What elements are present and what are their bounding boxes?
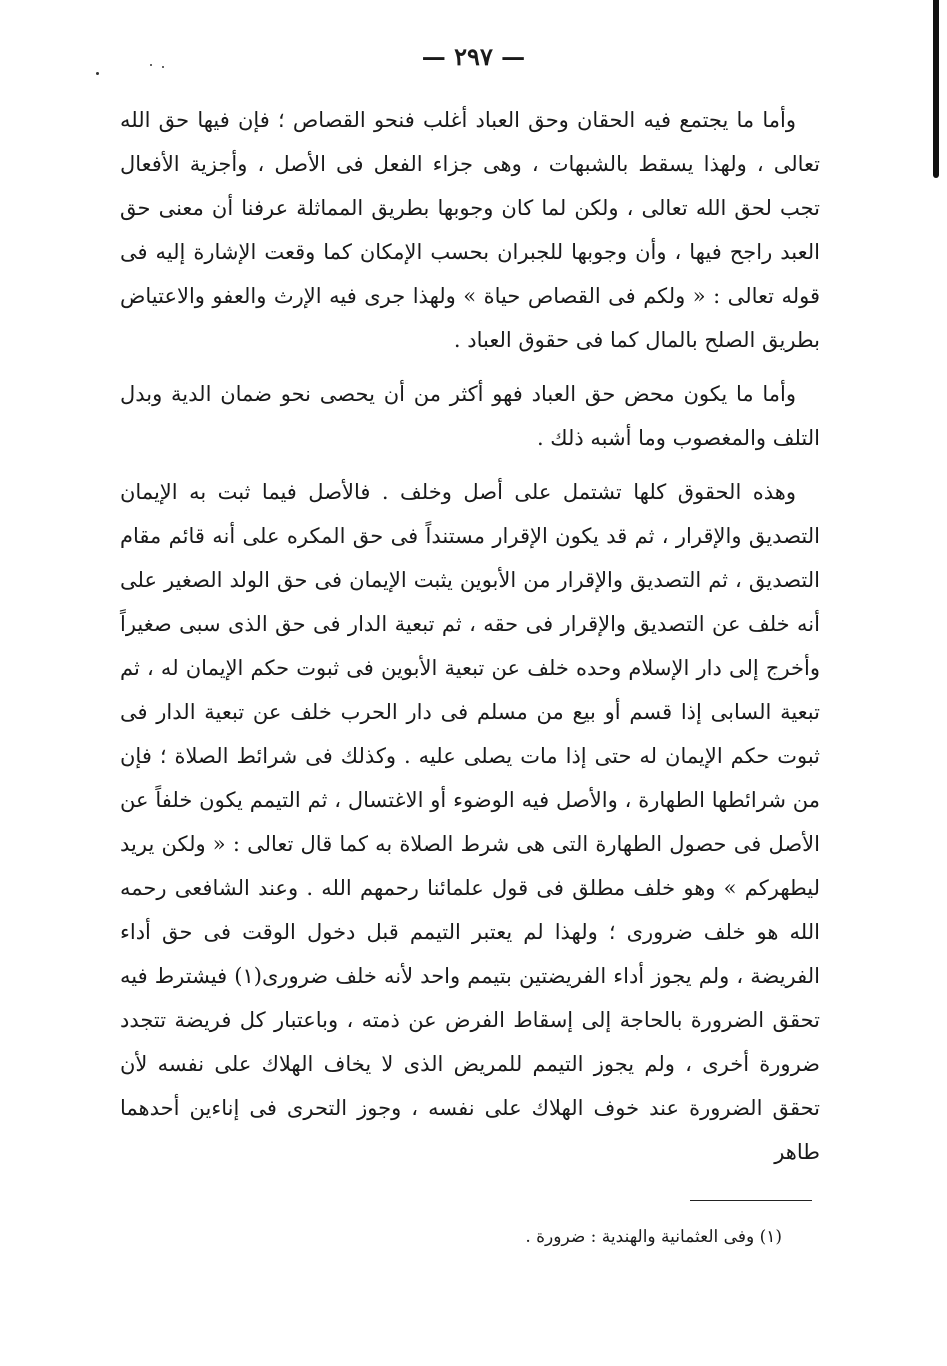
page-number: — ٢٩٧ — [421,42,526,71]
body-text [120,98,820,1174]
paragraph: وأما ما يجتمع فيه الحقان وحق العباد أغلب فنحو القصاص ؛ فإن فيها حق الله تعالى ، ولهذا يسقط بالشبهات ، وهى جزاء الفعل فى الأصل ، وأجزية الأفعال تجب لحق الله تعالى ، ولكن لما كان وجوبها بطريق المماثلة عرفنا أن معنى حق العبد راجح فيها ، وأن وجوبها للجبران بحسب الإمكان كما وقعت الإشارة إليه فى قوله تعالى : « ولكم فى القصاص حياة » ولهذا جرى فيه الإرث والعفو والاعتياض بطريق الصلح بالمال كما فى حقوق العباد . [120,108,820,352]
paragraph: وأما ما يكون محض حق العباد فهو أكثر من أن يحصى نحو ضمان الدية وبدل التلف والمغصوب وما أشبه ذلك . [120,382,820,450]
footnote: (١) وفى العثمانية والهندية : ضرورة . [525,1227,782,1247]
paragraph: وهذه الحقوق كلها تشتمل على أصل وخلف . فالأصل فيما ثبت به الإيمان التصديق والإقرار ، ثم قد يكون الإقرار مستنداً فى حق المكره على أنه قائم مقام التصديق ، ثم التصديق والإقرار من الأبوين يثبت الإيمان فى حق الولد الصغير على أنه خلف عن التصديق والإقرار فى حقه ، ثم تبعية الدار فى حق الذى سبى صغيراً وأخرج إلى دار الإسلام وحده خلف عن تبعية الأبوين فى ثبوت حكم الإيمان له ، ثم تبعية السابى إذا قسم أو بيع من مسلم فى دار الحرب خلف عن تبعية الدار فى ثبوت حكم الإيمان له حتى إذا مات يصلى عليه . وكذلك فى شرائط الصلاة ؛ فإن من شرائطها الطهارة ، والأصل فيه الوضوء أو الاغتسال ، ثم التيمم يكون خلفاً عن الأصل فى حصول الطهارة التى هى شرط الصلاة به كما قال تعالى : « ولكن يريد ليطهركم » وهو خلف مطلق فى قول علمائنا رحمهم الله . وعند الشافعى رحمه الله هو خلف ضرورى ؛ ولهذا لم يعتبر التيمم قبل دخول الوقت فى حق أداء الفريضة ، ولم يجوز أداء الفريضتين بتيمم واحد لأنه خلف ضرورى(١) فيشترط فيه تحقق الضرورة بالحاجة إلى إسقاط الفرض عن ذمته ، وباعتبار كل فريضة تتجدد ضرورة أخرى ، ولم يجوز التيمم للمريض الذى لا يخاف الهلاك على نفسه لأن تحقق الضرورة عند خوف الهلاك على نفسه ، وجوز التحرى فى إناءين أحدهما طاهر [120,480,820,1164]
footnote-separator [690,1200,812,1201]
scan-edge-mark [933,0,939,178]
scan-speck [96,72,99,75]
